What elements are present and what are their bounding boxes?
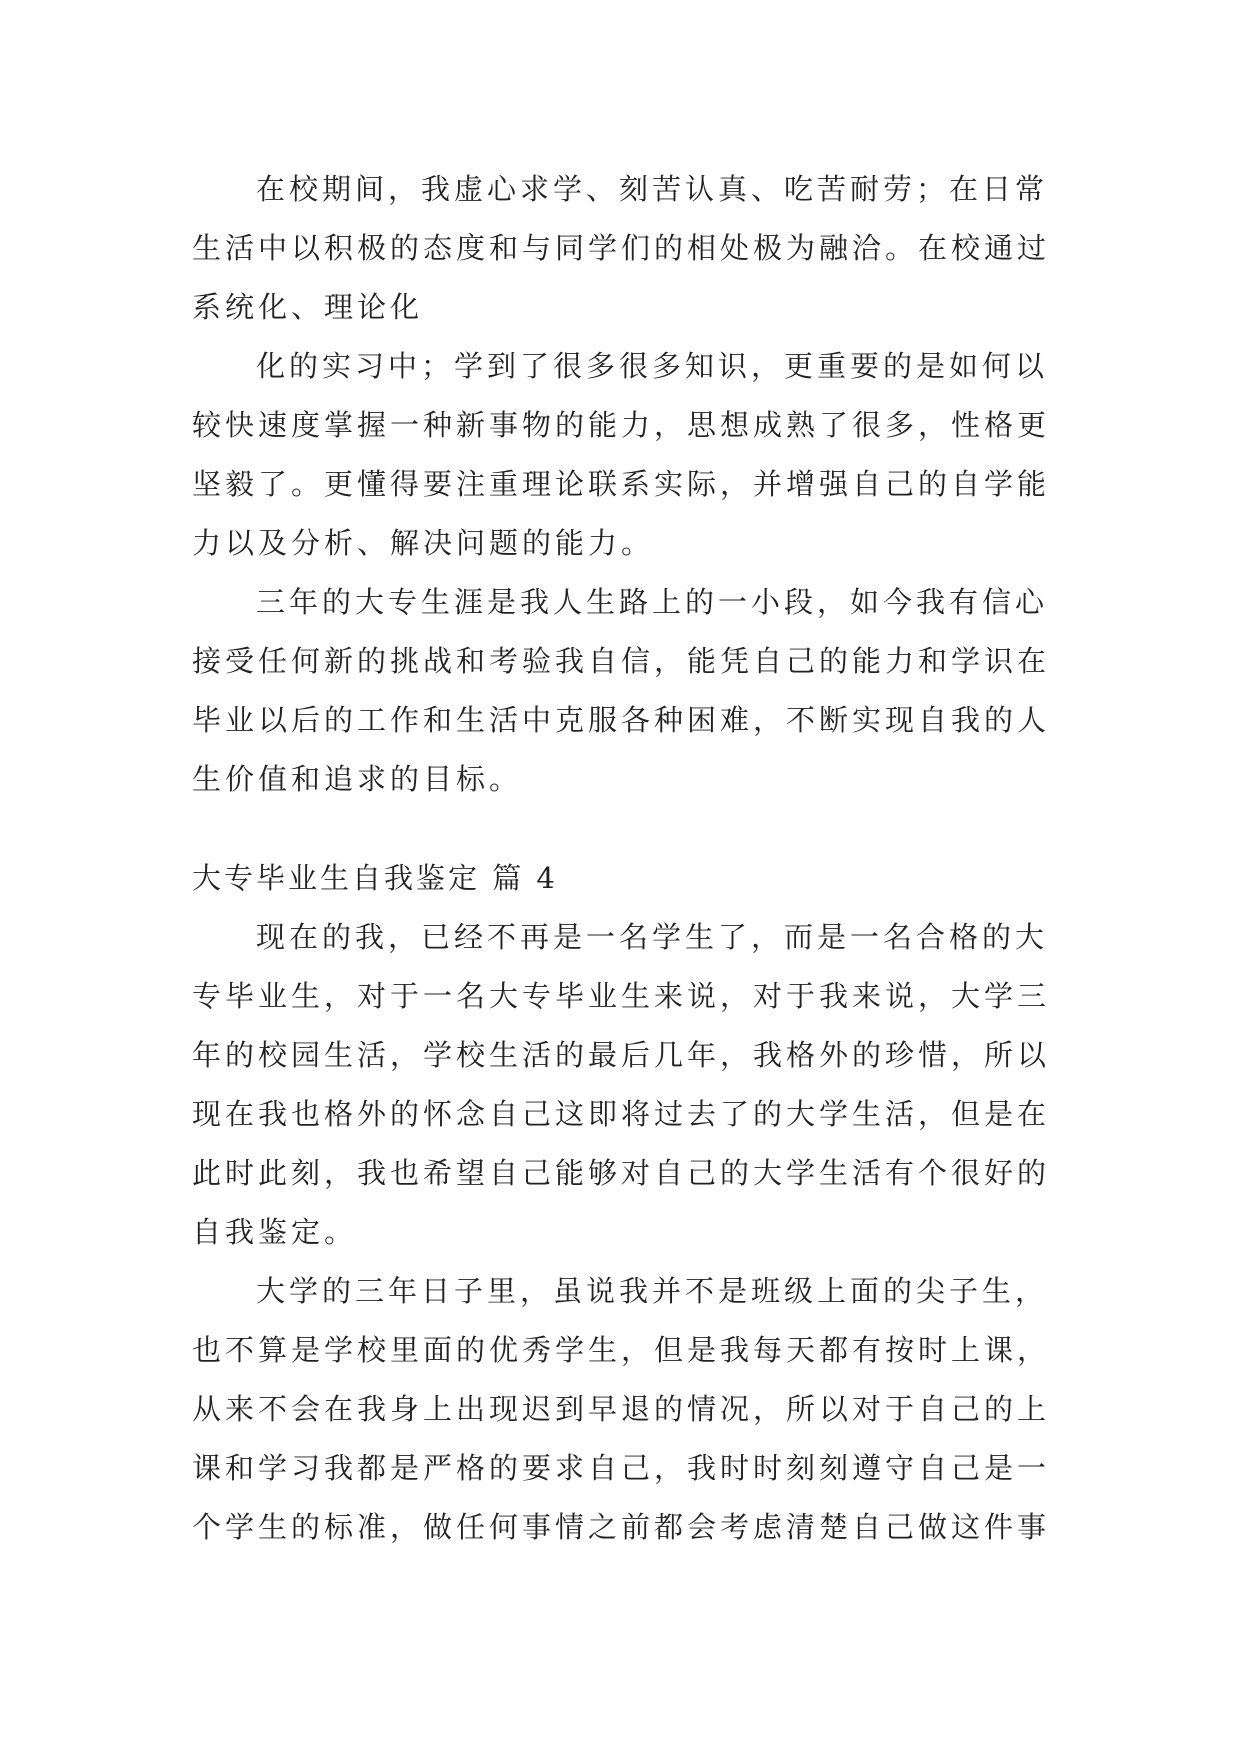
paragraph-line: 生活中以积极的态度和与同学们的相处极为融洽。在校通过 — [192, 231, 1051, 265]
paragraph-line: 现在的我，已经不再是一名学生了，而是一名合格的大 — [256, 920, 1049, 954]
paragraph-line: 在校期间，我虚心求学、刻苦认真、吃苦耐劳；在日常 — [256, 172, 1049, 206]
paragraph-line: 现在我也格外的怀念自己这即将过去了的大学生活，但是在 — [192, 1097, 1051, 1131]
paragraph-line: 力以及分析、解决问题的能力。 — [192, 526, 655, 560]
paragraph-line: 自我鉴定。 — [192, 1215, 358, 1249]
paragraph-line: 坚毅了。更懂得要注重理论联系实际，并增强自己的自学能 — [192, 467, 1051, 501]
paragraph-line: 较快速度掌握一种新事物的能力，思想成熟了很多，性格更 — [192, 408, 1051, 442]
paragraph-line: 三年的大专生涯是我人生路上的一小段，如今我有信心 — [256, 585, 1049, 619]
paragraph — [192, 908, 1052, 1262]
paragraph — [192, 573, 1052, 809]
paragraph-line: 课和学习我都是严格的要求自己，我时时刻刻遵守自己是一 — [192, 1451, 1051, 1485]
paragraph-line: 个学生的标准，做任何事情之前都会考虑清楚自己做这件事 — [192, 1510, 1051, 1544]
document-body — [192, 160, 1052, 1557]
paragraph-line: 毕业以后的工作和生活中克服各种困难，不断实现自我的人 — [192, 703, 1051, 737]
spacer — [192, 809, 1052, 849]
paragraph-line: 接受任何新的挑战和考验我自信，能凭自己的能力和学识在 — [192, 644, 1051, 678]
paragraph-line: 系统化、理论化 — [192, 290, 424, 324]
section-heading: 大专毕业生自我鉴定 篇 4 — [192, 861, 558, 895]
paragraph — [192, 160, 1052, 337]
paragraph-line: 从来不会在我身上出现迟到早退的情况，所以对于自己的上 — [192, 1392, 1051, 1426]
paragraph-line: 生价值和追求的目标。 — [192, 762, 523, 796]
paragraph-line: 大学的三年日子里，虽说我并不是班级上面的尖子生， — [256, 1274, 1049, 1308]
paragraph-line: 年的校园生活，学校生活的最后几年，我格外的珍惜，所以 — [192, 1038, 1051, 1072]
paragraph — [192, 1262, 1052, 1557]
paragraph — [192, 337, 1052, 573]
paragraph-line: 专毕业生，对于一名大专毕业生来说，对于我来说，大学三 — [192, 979, 1051, 1013]
paragraph-line: 此时此刻，我也希望自己能够对自己的大学生活有个很好的 — [192, 1156, 1051, 1190]
paragraph-line: 也不算是学校里面的优秀学生，但是我每天都有按时上课， — [192, 1333, 1051, 1367]
paragraph-line: 化的实习中；学到了很多很多知识，更重要的是如何以 — [256, 349, 1049, 383]
